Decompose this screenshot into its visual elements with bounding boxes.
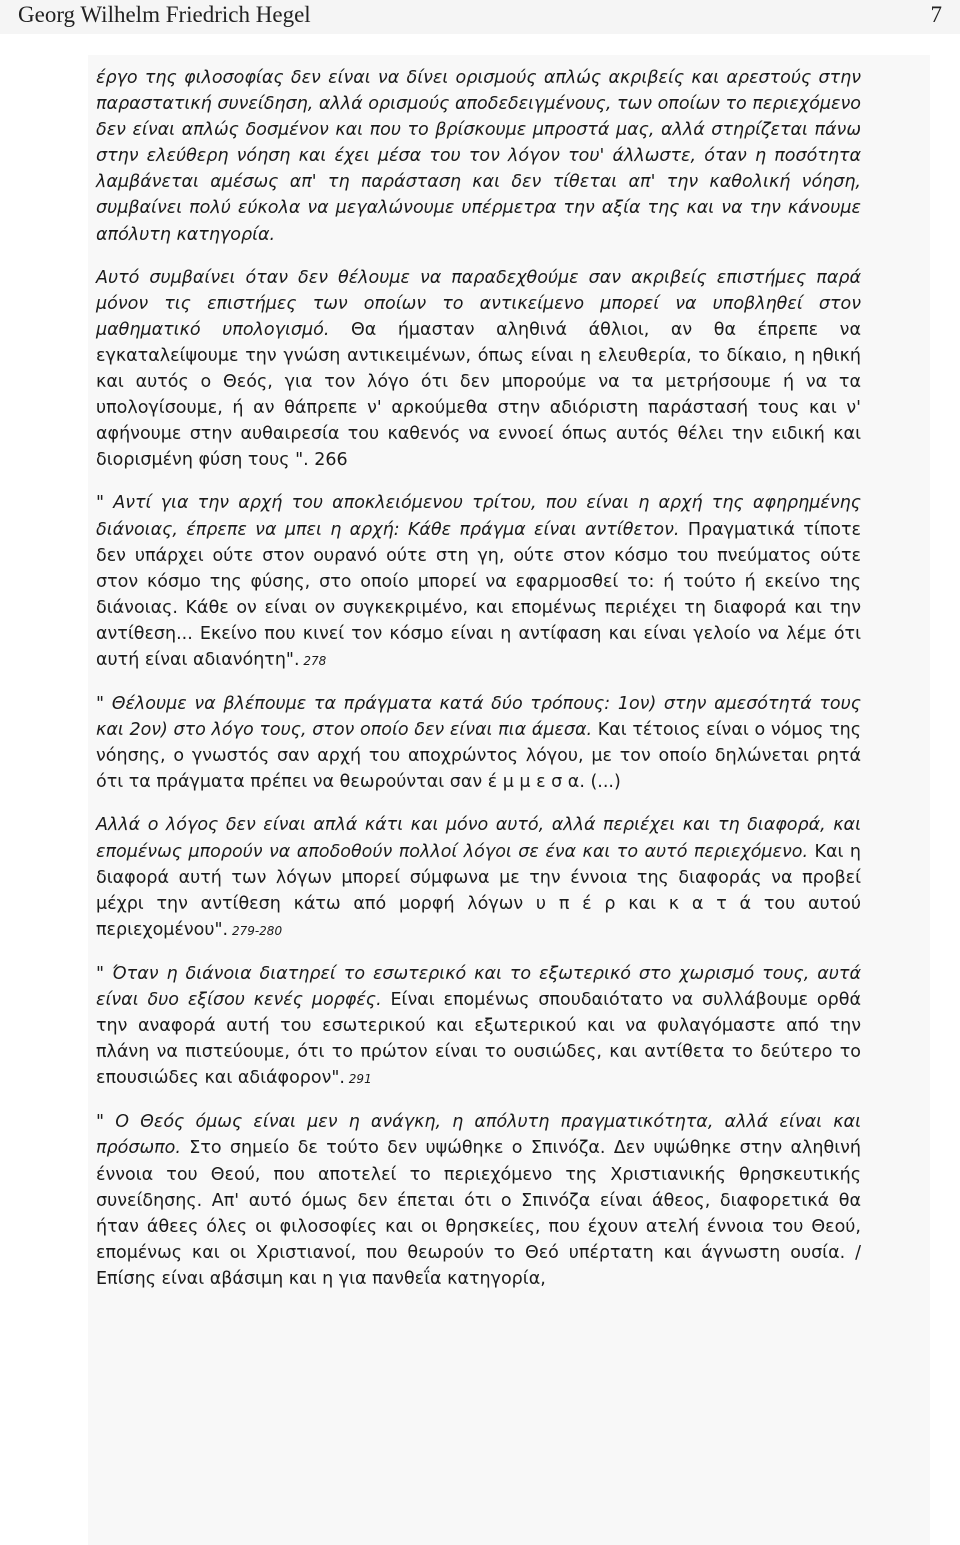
page-number: 7 xyxy=(930,2,942,27)
paragraph-1: έργο της φιλοσοφίας δεν είναι να δίνει ορισμούς απλώς ακριβείς και αρεστούς στην παραστατική συνείδηση, αλλά ορισμούς αποδεδειγμένους, των οποίων το περιεχόμενο δεν είναι απλώς δοσμένον και που το βρίσκουμε μπροστά μας, αλλά στηρίζεται πάνω στην ελεύθερη νόηση και έχει μέσα του τον λόγον του' άλλωστε, όταν η ποσότητα λαμβάνεται αμέσως απ' τη παράσταση και δεν τίθεται απ' την καθολική νόηση, συμβαίνει πολύ εύκολα να μεγαλώνουμε υπέρμετρα την αξία της και να την κάνουμε απόλυτη κατηγορία. xyxy=(96,68,861,245)
paragraph-6-lead: " Όταν η διάνοια διατηρεί το εσωτερικό και το εξωτερικό στο χωρισμό τους, αυτά είναι δυο εξίσου κενές μορφές. xyxy=(96,963,861,1010)
paragraph-7 xyxy=(96,1109,861,1292)
paragraph-3-text: Πραγματικά τίποτε δεν υπάρχει ούτε στον ουρανό ούτε στη γη, ούτε στον κόσμο του πνεύματος ούτε στον κόσμο της φύσης, στο οποίο μπορεί να εφαρμοσθεί το: ή τούτο ή εκείνο της διάνοιας. Κάθε ον είναι ον συγκεκριμένο, και επομένως περιέχει τη διαφορά και την αντίθεση... Εκείνο που κινεί τον κόσμο είναι η αντίφαση και είναι γελοίο να λέμε ότι αυτή είναι αδιανόητη". xyxy=(96,519,861,670)
paragraph-6 xyxy=(96,961,861,1092)
footnote-ref: 266 xyxy=(308,450,348,471)
page-content xyxy=(88,55,930,1545)
footnote-ref: 291 xyxy=(344,1072,372,1087)
paragraph-3 xyxy=(96,490,861,674)
paragraph-5-lead: Αλλά ο λόγος δεν είναι απλά κάτι και μόνο αυτό, αλλά περιέχει και τη διαφορά, και επομένως μπορούν να αποδοθούν πολλοί λόγοι σε ένα και το αυτό περιεχόμενο. xyxy=(96,815,861,862)
paragraph-5-text: Και η διαφορά αυτή των λόγων μπορεί σύμφωνα με την έννοια της διαφοράς να προβεί μέχρι την αντίθεση κάτω από μορφή λόγων υ π έ ρ και κ α τ ά του αυτού περιεχομένου". xyxy=(96,841,861,940)
paragraph-2-text: Θα ήμασταν αληθινά άθλιοι, αν θα έπρεπε να εγκαταλείψουμε την γνώση αντικειμένων, όπως είναι η ελευθερία, το δίκαιο, η ηθική και αυτός ο Θεός, για τον λόγο ότι δεν μπορούμε να τα μετρήσουμε ή να τα υπολογίσουμε, ή αν θάπρεπε ν' αρκούμεθα στην αδιόριστη παράστασή τους και ν' αφήνουμε στην αυθαιρεσία του καθενός να εννοεί όπως αυτός θέλει την ειδική και διορισμένη φύση τους ". xyxy=(96,319,861,471)
paragraph-2 xyxy=(96,265,861,474)
paragraph-7-text: Στο σημείο δε τούτο δεν υψώθηκε ο Σπινόζα. Δεν υψώθηκε στην αληθινή έννοια του Θεού, που αποτελεί το περιεχόμενο της Χριστιανικής θρησκευτικής συνείδησης. Απ' αυτό όμως δεν έπεται ότι ο Σπινόζα είναι άθεος, διαφορετικά θα ήταν άθεες όλες οι φιλοσοφίες και οι θρησκείες, που έχουν ατελή έννοια του Θεού, επομένως και οι Χριστιανοί, που θεωρούν το Θεό υπέρτατη και άγνωστη ουσία. / Επίσης είναι αβάσιμη και η για πανθεΐα κατηγορία, xyxy=(96,1138,861,1289)
paragraph-4 xyxy=(96,691,861,795)
paragraph-7-lead: " Ο Θεός όμως είναι μεν η ανάγκη, η απόλυτη πραγματικότητα, αλλά είναι και πρόσωπο. xyxy=(96,1112,861,1159)
paragraph-4-text: Και τέτοιος είναι ο νόμος της νόησης, ο γνωστός σαν αρχή του αποχρώντος λόγου, με τον οποίο δηλώνεται ρητά ότι τα πράγματα πρέπει να θεωρούνται σαν έ μ μ ε σ α. (...) xyxy=(96,720,861,793)
paragraph-6-text: Είναι επομένως σπουδαιότατο να συλλάβουμε ορθά την αναφορά αυτή του εσωτερικού και εξωτερικού και να φυλαγόμαστε από την πλάνη να πιστεύουμε, ότι το πρώτον είναι το ουσιώδες, και αντίθετα το δεύτερο το επουσιώδες και αδιάφορον". xyxy=(96,990,861,1089)
paragraph-5 xyxy=(96,812,861,943)
footnote-ref: 278 xyxy=(299,653,327,668)
body-text xyxy=(96,65,861,1292)
paragraph-2-lead: Αυτό συμβαίνει όταν δεν θέλουμε να παραδεχθούμε σαν ακριβείς επιστήμες παρά μόνον τις επιστήμες των οποίων το αντικείμενο μπορεί να υποβληθεί στον μαθηματικό υπολογισμό. xyxy=(96,267,861,340)
paragraph-4-lead: " Θέλουμε να βλέπουμε τα πράγματα κατά δύο τρόπους: 1ον) στην αμεσότητά τους και 2ον) στο λόγο τους, στον οποίο δεν είναι πια άμεσα. xyxy=(96,694,861,741)
footnote-ref: 279-280 xyxy=(228,923,283,938)
header-title: Georg Wilhelm Friedrich Hegel xyxy=(18,2,311,27)
page-header xyxy=(0,0,960,34)
paragraph-3-lead: " Αντί για την αρχή του αποκλειόμενου τρίτου, που είναι η αρχή της αφηρημένης διάνοιας, έπρεπε να μπει η αρχή: Κάθε πράγμα είναι αντίθετον. xyxy=(96,493,861,540)
